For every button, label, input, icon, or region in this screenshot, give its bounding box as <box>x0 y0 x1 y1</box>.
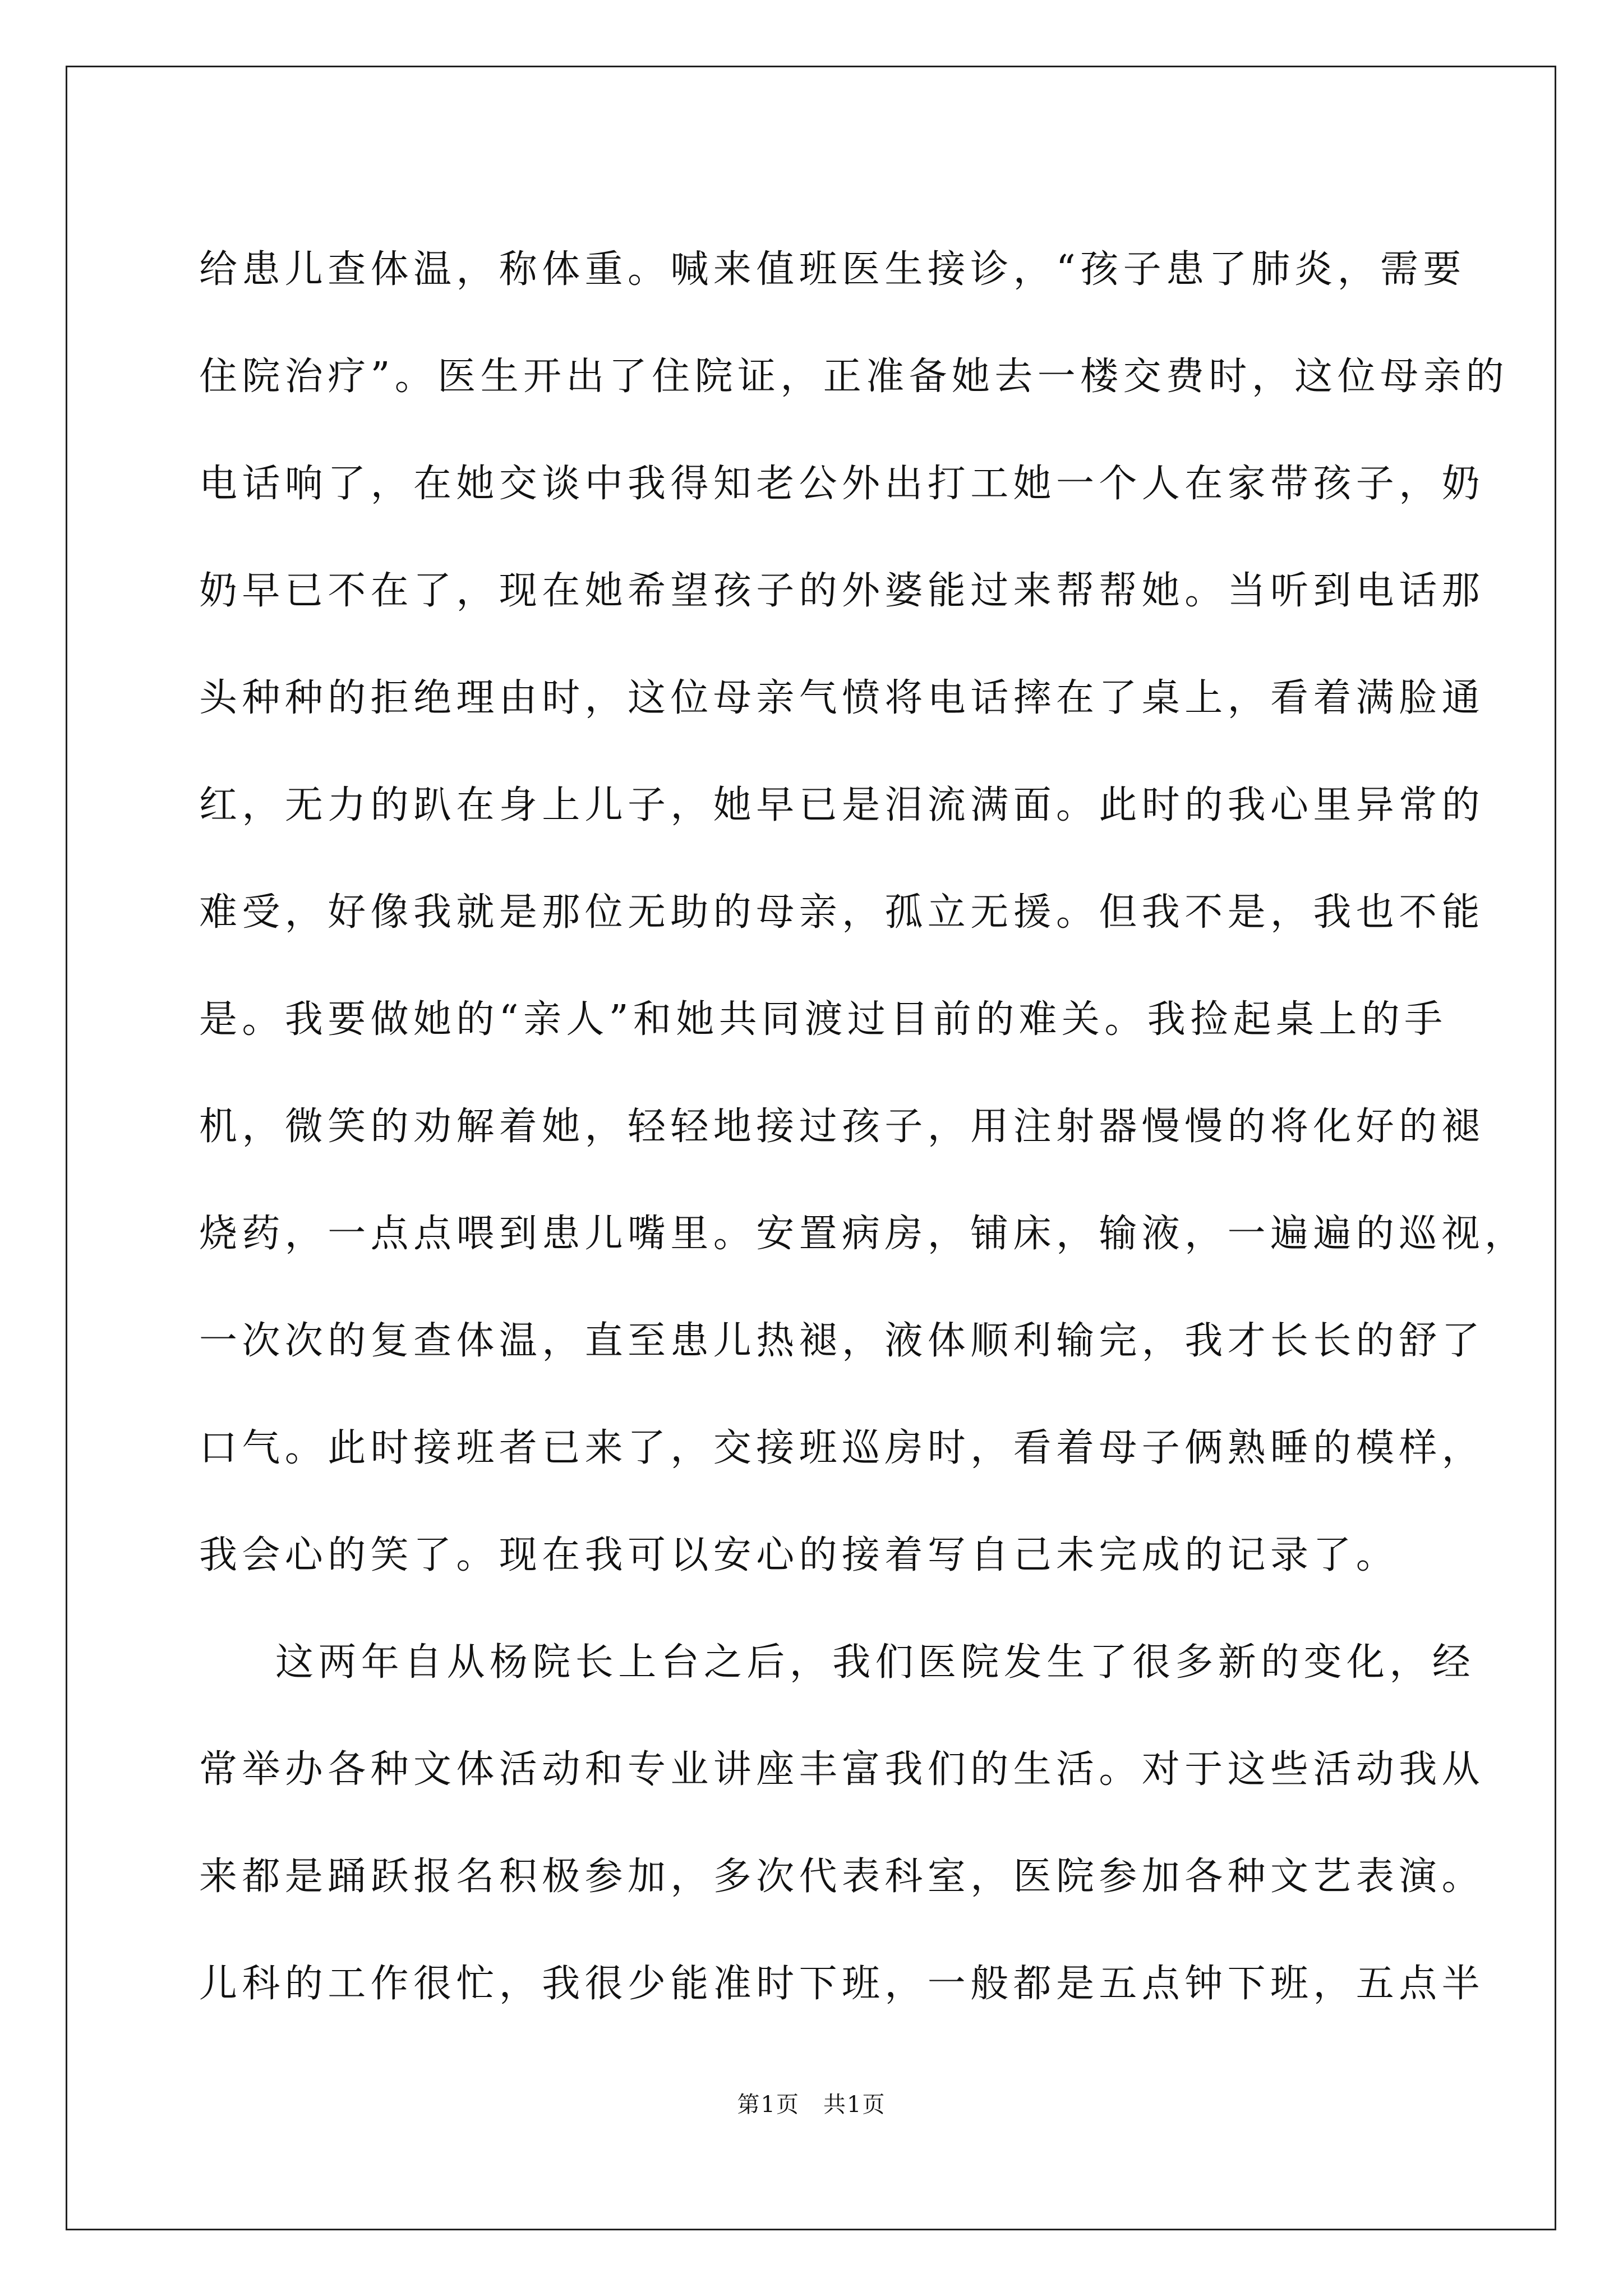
text-line: 来都是踊跃报名积极参加，多次代表科室，医院参加各种文艺表演。 <box>199 1855 1485 1899</box>
text-line: 电话响了，在她交谈中我得知老公外出打工她一个人在家带孩子，奶 <box>199 462 1485 506</box>
page-number-footer: 第1页 共1页 <box>737 2092 886 2118</box>
text-line: 烧药，一点点喂到患儿嘴里。安置病房，铺床，输液，一遍遍的巡视， <box>199 1212 1528 1256</box>
text-line: 是。我要做她的“亲人”和她共同渡过目前的难关。我捡起桌上的手 <box>199 997 1447 1042</box>
text-line: 机，微笑的劝解着她，轻轻地接过孩子，用注射器慢慢的将化好的褪 <box>199 1105 1485 1149</box>
text-line: 头种种的拒绝理由时，这位母亲气愤将电话摔在了桌上，看着满脸通 <box>199 676 1485 720</box>
document-body <box>199 216 1528 2037</box>
text-line: 常举办各种文体活动和专业讲座丰富我们的生活。对于这些活动我从 <box>199 1747 1485 1792</box>
text-line: 红，无力的趴在身上儿子，她早已是泪流满面。此时的我心里异常的 <box>199 783 1485 827</box>
text-line: 难受，好像我就是那位无助的母亲，孤立无援。但我不是，我也不能 <box>199 890 1485 935</box>
text-line: 住院治疗”。医生开出了住院证，正准备她去一楼交费时，这位母亲的 <box>199 355 1509 399</box>
text-line: 给患儿查体温，称体重。喊来值班医生接诊，“孩子患了肺炎，需要 <box>199 247 1466 292</box>
text-line: 儿科的工作很忙，我很少能准时下班，一般都是五点钟下班，五点半 <box>199 1962 1485 2006</box>
text-line: 一次次的复查体温，直至患儿热褪，液体顺利输完，我才长长的舒了 <box>199 1319 1485 1363</box>
text-line-indented: 这两年自从杨院长上台之后，我们医院发生了很多新的变化，经 <box>275 1640 1476 1685</box>
text-line: 奶早已不在了，现在她希望孩子的外婆能过来帮帮她。当听到电话那 <box>199 569 1485 613</box>
text-line: 口气。此时接班者已来了，交接班巡房时，看着母子俩熟睡的模样， <box>199 1426 1485 1470</box>
text-line: 我会心的笑了。现在我可以安心的接着写自己未完成的记录了。 <box>199 1533 1399 1577</box>
